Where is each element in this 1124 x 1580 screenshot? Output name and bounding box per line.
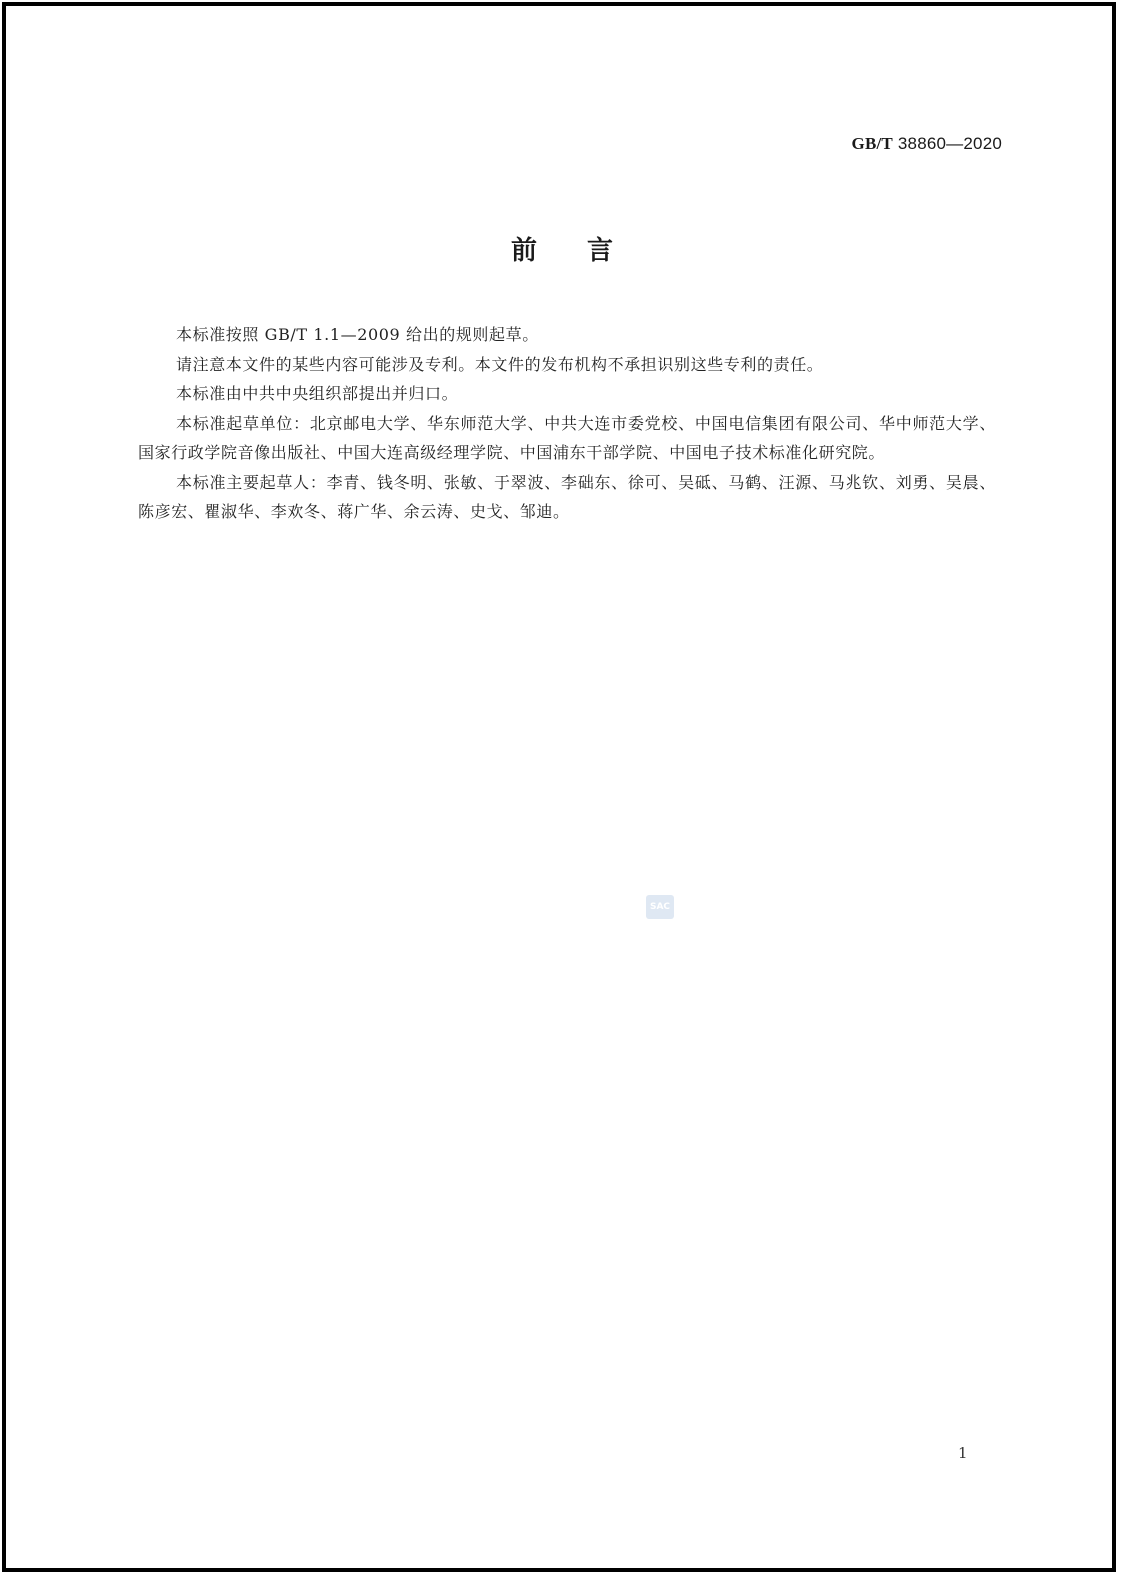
paragraph-patent-notice: 请注意本文件的某些内容可能涉及专利。本文件的发布机构不承担识别这些专利的责任。 xyxy=(176,354,824,374)
document-number-prefix: GB/T xyxy=(851,134,893,153)
paragraph-proposer: 本标准由中共中央组织部提出并归口。 xyxy=(176,384,459,403)
document-number xyxy=(852,134,1002,154)
page-title: 前言 xyxy=(510,236,663,266)
paragraph-drafting-units: 本标准起草单位：北京邮电大学、华东师范大学、中共大连市委党校、中国电信集团有限公司、华中师范大学、国家行政学院音像出版社、中国大连高级经理学院、中国浦东干部学院、中国电子技术标准化研究院。 xyxy=(138,413,996,462)
paragraph-drafters: 本标准主要起草人：李青、钱冬明、张敏、于翠波、李础东、徐可、吴砥、马鹤、汪源、马兆钦、刘勇、吴晨、陈彦宏、瞿淑华、李欢冬、蒋广华、余云涛、史戈、邹迪。 xyxy=(138,472,996,521)
page-number: 1 xyxy=(958,1444,968,1462)
foreword-body xyxy=(138,320,996,527)
sac-watermark-logo: SAC xyxy=(646,895,674,919)
paragraph-drafting-rules: 本标准按照 GB/T 1.1—2009 给出的规则起草。 xyxy=(176,325,539,344)
document-number-value: 38860—2020 xyxy=(897,134,1002,153)
